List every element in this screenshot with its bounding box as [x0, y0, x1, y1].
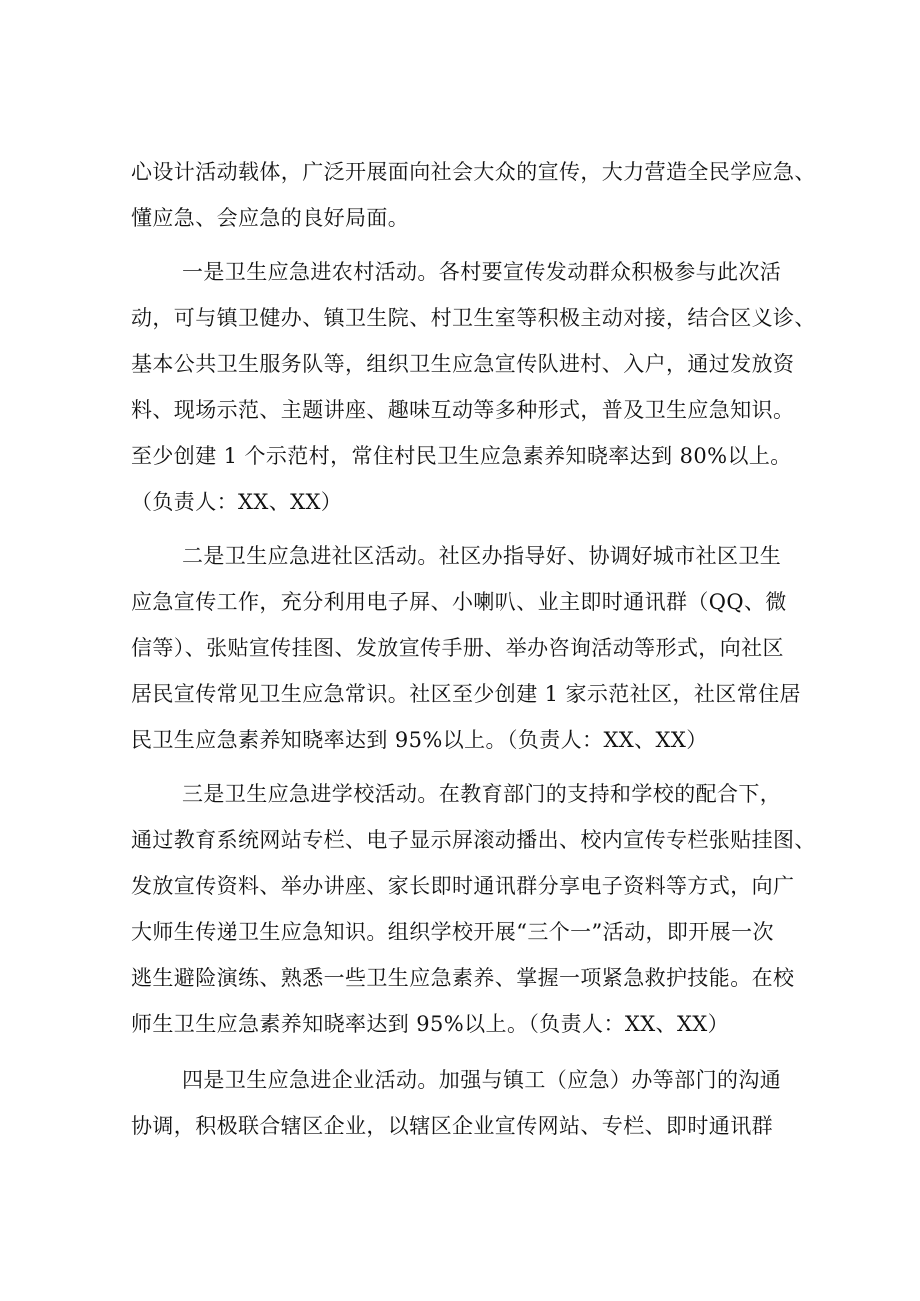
text-line: 师生卫生应急素养知晓率达到 95%以上。（负责人：XX、XX） — [131, 1012, 730, 1036]
text-line: 信等）、张贴宣传挂图、发放宣传手册、举办咨询活动等形式，向社区 — [131, 636, 784, 660]
paragraph-heading-enterprise: 四是卫生应急进企业活动。加强与镇工（应急）办等部门的沟通 — [182, 1068, 782, 1092]
text-line: 居民宣传常见卫生应急常识。社区至少创建 1 家示范社区，社区常住居 — [131, 682, 801, 706]
paragraph-heading-rural: 一是卫生应急进农村活动。各村要宣传发动群众积极参与此次活 — [182, 260, 782, 284]
text-line: 逃生避险演练、熟悉一些卫生应急素养、掌握一项紧急救护技能。在校 — [131, 966, 795, 990]
text-line: 基本公共卫生服务队等，组织卫生应急宣传队进村、入户，通过发放资 — [131, 352, 795, 376]
text-line: 通过教育系统网站专栏、电子显示屏滚动播出、校内宣传专栏张贴挂图、 — [131, 828, 816, 852]
paragraph-heading-school: 三是卫生应急进学校活动。在教育部门的支持和学校的配合下， — [182, 782, 782, 806]
text-line: 心设计活动载体，广泛开展面向社会大众的宣传，大力营造全民学应急、 — [131, 160, 816, 184]
text-line: 料、现场示范、主题讲座、趣味互动等多种形式，普及卫生应急知识。 — [131, 398, 795, 422]
text-line: 至少创建 1 个示范村，常住村民卫生应急素养知晓率达到 80%以上。 — [131, 444, 792, 468]
text-line: 应急宣传工作，充分利用电子屏、小喇叭、业主即时通讯群（QQ、微 — [131, 590, 787, 614]
text-line: 协调，积极联合辖区企业，以辖区企业宣传网站、专栏、即时通讯群 — [131, 1114, 773, 1138]
paragraph-heading-community: 二是卫生应急进社区活动。社区办指导好、协调好城市社区卫生 — [182, 544, 782, 568]
text-line: 动，可与镇卫健办、镇卫生院、村卫生室等积极主动对接，结合区义诊、 — [131, 306, 816, 330]
text-line: （负责人：XX、XX） — [131, 490, 343, 514]
text-line: 大师生传递卫生应急知识。组织学校开展“三个一”活动，即开展一次 — [131, 920, 774, 944]
text-line: 懂应急、会应急的良好局面。 — [131, 206, 410, 230]
text-line: 发放宣传资料、举办讲座、家长即时通讯群分享电子资料等方式，向广 — [131, 874, 795, 898]
text-line: 民卫生应急素养知晓率达到 95%以上。（负责人：XX、XX） — [131, 728, 708, 752]
